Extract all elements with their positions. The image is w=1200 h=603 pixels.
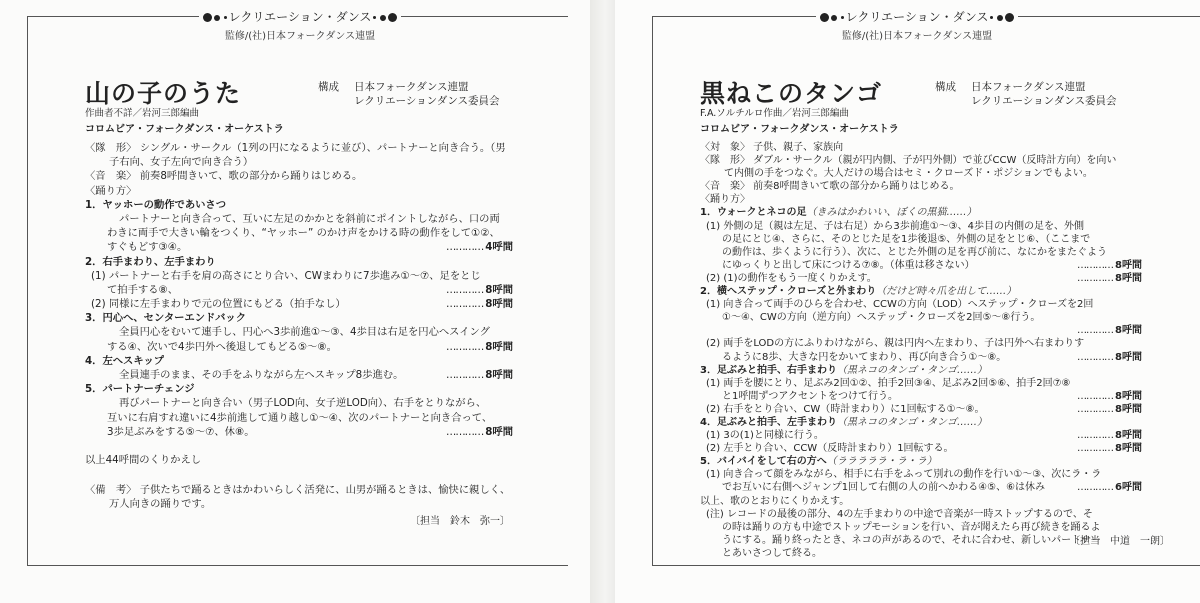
line-text: する④、次いで4歩円外へ後退してもどる⑤〜⑧。 (107, 340, 337, 353)
dance-title: 山の子のうた (85, 79, 242, 108)
instruction-line (700, 193, 1142, 206)
lyric-note: （だけど時々爪を出して……） (876, 286, 1017, 298)
line-text: の動作は、歩くように行う）、次に、とじた外側の足を再び前に、なにかをまたぐよう (722, 246, 1107, 258)
supervisor-credit: 監修/(社)日本フォークダンス連盟 (224, 31, 376, 42)
line-text: (2) 左手とり合い、CCW（反時計まわり）1回転する。 (706, 443, 954, 455)
spacer (403, 368, 440, 382)
left-page (0, 0, 590, 603)
beat-count (440, 297, 513, 311)
step-heading (700, 206, 1142, 219)
line-text: 〈隊 形〉 ダブル・サークル（親が円内側、子が円外側）で並びCCW（反時計方向）を向い (700, 155, 1117, 167)
instruction-line (700, 311, 1142, 324)
beat-count-value: 8呼間 (1115, 259, 1142, 271)
bullet-icon (224, 16, 227, 19)
instruction-line (85, 297, 513, 311)
leader-dots: ………… (1077, 325, 1114, 337)
line-text: でお互いに右側へジャンプ1回して右側の人の前へかわる④⑤、⑥は休み (722, 482, 1046, 494)
instruction-line (700, 351, 1142, 364)
instruction-line (85, 325, 513, 339)
beat-count (1071, 324, 1142, 337)
lyric-note: （きみはかわいい、ぼくの黒猫……） (806, 207, 977, 219)
instructions (700, 141, 1142, 560)
bullet-icon (831, 15, 837, 21)
composer: 作曲者不詳／岩河三郎編曲 (85, 108, 200, 119)
beat-count-value: 8呼間 (1115, 351, 1142, 363)
series-header (787, 6, 1047, 42)
beat-count-value: 8呼間 (1115, 390, 1142, 402)
instruction-line (700, 481, 1142, 494)
line-text (700, 416, 987, 429)
instruction-line (700, 377, 1142, 390)
spacer (346, 297, 440, 311)
step-heading (85, 198, 513, 212)
step-title: 1．ウォークとネコの足 (700, 207, 807, 219)
beat-count (1071, 481, 1142, 494)
leader-dots: ………… (446, 283, 484, 296)
beat-count (440, 340, 513, 354)
line-text: と1呼間ずつアクセントをつけて行う。 (722, 390, 899, 402)
dance-title: 黒ねこのタンゴ (700, 79, 883, 108)
line-text: にゆっくりと出して床につける⑦⑧。（体重は移さない） (722, 259, 975, 271)
line-text: とあいさつして終る。 (722, 547, 822, 559)
instruction-line (700, 403, 1142, 416)
instruction-line (85, 155, 513, 169)
beat-count-value: 8呼間 (485, 340, 513, 353)
instruction-line (700, 233, 1142, 246)
line-text: の足にとじ④、さらに、そのとじた足を1歩後退⑤、外側の足をとじ⑥、（ここまで (722, 233, 1091, 245)
leader-dots: ………… (1077, 430, 1114, 442)
bullet-icon (997, 15, 1003, 21)
instruction-line (700, 220, 1142, 233)
line-text: 以上、歌のとおりにくりかえす。 (700, 495, 850, 507)
line-text: 互いに右肩すれ違いに4歩前進して通り越し①〜④、次のパートナーと向き合って、 (107, 411, 493, 424)
compose-org: 日本フォークダンス連盟 (354, 81, 469, 93)
leader-dots: ………… (446, 340, 484, 353)
bullet-icon (373, 16, 376, 19)
instruction-line (700, 180, 1142, 193)
beat-count-value: 8呼間 (485, 369, 513, 381)
instruction-line (85, 283, 513, 297)
instruction-line (85, 240, 513, 254)
line-text (700, 455, 937, 468)
beat-count (1071, 429, 1142, 442)
line-text: わきに両手で大きい輪をつくり、“ヤッホー” のかけ声をかける時の動作をして①②、 (107, 227, 500, 240)
beat-count-value: 8呼間 (485, 298, 513, 311)
line-text: 以上44呼間のくりかえし (85, 453, 202, 466)
line-text (700, 364, 987, 377)
spacer (1006, 351, 1071, 364)
line-text: 〈備 考〉 子供たちで踊るときはかわいらしく活発に、山男が踊るときは、愉快に親しく、 (85, 484, 511, 497)
step-title: 3．足ぶみと拍手、右手まわり (700, 364, 837, 376)
line-text: (1) 向き合って顔をみながら、相手に右手をふって別れの動作を行い①〜③、次にラ・ラ (706, 469, 1102, 481)
beat-count (1071, 390, 1142, 403)
beat-count (1071, 442, 1142, 455)
line-text: の時は踊りの方も中途でストップモーションを行い、音が聞えたら再び続きを踊るよ (722, 521, 1101, 533)
line-text: ①〜④、CWの方向（逆方向）へステップ・クローズを2回⑤〜⑧行う。 (722, 312, 1041, 324)
step-heading (700, 364, 1142, 377)
line-text: 全員連手のまま、その手をふりながら左へスキップ8歩進む。 (119, 369, 404, 381)
bullet-icon (841, 16, 844, 19)
music-credits (85, 106, 284, 138)
instruction-line (85, 184, 513, 198)
line-text: (2) 両手をLODの方にふりわけながら、親は円内へ左まわり、子は円外へ右まわりす (706, 338, 1085, 350)
line-text: (1) 両手を腰にとり、足ぶみ2回①②、拍手2回③④、足ぶみ2回⑤⑥、拍手2回⑦⑧ (706, 377, 1071, 389)
instruction-line (700, 167, 1142, 180)
line-text: (2) (1)の動作をもう一度くりかえす。 (706, 272, 877, 284)
instruction-line (85, 169, 513, 183)
beat-count (440, 283, 513, 297)
instruction-line (85, 396, 513, 410)
spacer (1045, 481, 1071, 494)
line-text (85, 198, 226, 212)
line-text: すぐもどす③④。 (107, 241, 188, 254)
series-banner (816, 8, 1019, 25)
step-heading (700, 416, 1142, 429)
instruction-line (700, 337, 1142, 350)
line-text (700, 206, 977, 219)
beat-count-value: 8呼間 (485, 283, 513, 296)
beat-count-value: 8呼間 (1115, 272, 1142, 284)
instruction-line (700, 390, 1142, 403)
line-text: パートナーと向き合って、互いに左足のかかとを斜前にポイントしながら、口の両 (119, 212, 500, 225)
line-text: (注) レコードの最後の部分、4の左手まわりの中途で音楽が一時ストップするので、そ (706, 508, 1093, 520)
spacer (877, 272, 1071, 285)
spacer (178, 283, 440, 297)
instruction-line (700, 298, 1142, 311)
orchestra: コロムビア・フォークダンス・オーケストラ (700, 124, 899, 135)
beat-count (1071, 272, 1142, 285)
book-gutter (590, 0, 615, 603)
step-heading (700, 285, 1142, 298)
leader-dots: ………… (1077, 482, 1114, 494)
beat-count (1071, 403, 1142, 416)
instruction-line (700, 272, 1142, 285)
instruction-line (700, 259, 1142, 272)
step-title: 4．左へスキップ (85, 354, 165, 367)
line-text: るように8歩、大きな円をかいてまわり、再び向き合う①〜⑧。 (722, 351, 1007, 363)
beat-count-value: 8呼間 (485, 425, 513, 438)
line-text: うにする。踊り終ったとき、ネコの声があるので、それに合わせ、新しいパートナー (722, 534, 1102, 546)
instruction-line (85, 340, 513, 354)
instruction-line (700, 442, 1142, 455)
beat-count (440, 425, 513, 439)
line-text: 〈踊り方〉 (700, 194, 750, 206)
instruction-line (700, 141, 1142, 154)
compose-label: 構成 (935, 81, 956, 93)
instruction-line (85, 212, 513, 226)
leader-dots: ………… (1077, 259, 1114, 271)
instruction-line (700, 154, 1142, 167)
beat-count (440, 240, 513, 254)
step-title: 5．バイバイをして右の方へ (700, 456, 827, 468)
line-text: 子右向、女子左向で向き合う） (109, 156, 254, 169)
leader-dots: ………… (1077, 403, 1114, 415)
series-title: レクリエーション・ダンス (845, 10, 989, 24)
series-header (170, 6, 430, 42)
instruction-line (85, 425, 513, 439)
bullet-icon (820, 13, 829, 22)
leader-dots: ………… (446, 241, 484, 254)
line-text: (1) パートナーと右手を肩の高さにとり合い、CWまわりに7歩進み①〜⑦、足をとじ (91, 269, 481, 282)
instruction-line (700, 246, 1142, 259)
beat-count (440, 368, 513, 382)
spacer (954, 442, 1071, 455)
composition-credit (935, 80, 1117, 108)
beat-count-value: 8呼間 (1115, 430, 1142, 442)
step-heading (85, 382, 513, 396)
step-heading (85, 311, 513, 325)
spacer (722, 324, 1071, 337)
beat-count-value: 8呼間 (1115, 403, 1142, 415)
compose-committee: レクリエーションダンス委員会 (354, 95, 500, 107)
line-text: (2) 右手をとり合い、CW（時計まわり）に1回転する①〜⑧。 (706, 403, 985, 415)
instructions (85, 141, 513, 512)
supervisor-credit: 監修/(社)日本フォークダンス連盟 (841, 31, 993, 42)
spacer (985, 403, 1072, 416)
line-text: て拍手する⑧、 (107, 283, 179, 296)
music-credits (700, 106, 899, 138)
spacer (337, 340, 440, 354)
line-text: 〈隊 形〉 シングル・サークル（1列の円になるように並び）、パートナーと向き合う。（男 (85, 142, 506, 154)
bullet-icon (203, 13, 212, 22)
step-title: 4．足ぶみと拍手、左手まわり (700, 416, 837, 428)
beat-count-value: 6呼間 (1115, 482, 1142, 494)
line-text: 〈音 楽〉 前奏8呼間きいて、歌の部分から踊りはじめる。 (85, 170, 363, 183)
instruction-line (700, 508, 1142, 521)
line-text (85, 354, 164, 368)
author-signature: 〔担当 中道 一朗〕 (1070, 536, 1170, 547)
leader-dots: ………… (446, 425, 484, 438)
beat-count-value: 8呼間 (1115, 325, 1142, 337)
beat-count-value: 4呼間 (485, 241, 513, 254)
bullet-icon (990, 16, 993, 19)
line-text: (1) 3の(1)と同様に行う。 (706, 430, 824, 442)
orchestra: コロムビア・フォークダンス・オーケストラ (85, 124, 284, 135)
instruction-line (700, 468, 1142, 481)
leader-dots: ………… (446, 369, 484, 381)
step-heading (85, 255, 513, 269)
step-heading (700, 455, 1142, 468)
leader-dots: ………… (1077, 443, 1114, 455)
line-text: 〈対 象〉 子供、親子、家族向 (700, 142, 844, 153)
instruction-line (700, 547, 1142, 560)
beat-count (1071, 259, 1142, 272)
line-text: 再びパートナーと向き合い（男子LOD向、女子逆LOD向）、右手をとりながら、 (119, 397, 487, 410)
leader-dots: ………… (1077, 272, 1114, 284)
line-text: 全員円心をむいて連手し、円心へ3歩前進①〜③、4歩目は右足を円心へスイング (119, 326, 490, 339)
line-text: 万人向きの踊りです。 (109, 498, 212, 511)
step-heading (85, 354, 513, 368)
line-text (85, 311, 246, 325)
line-text: 〈音 楽〉 前奏8呼間きいて歌の部分から踊りはじめる。 (700, 181, 960, 193)
composer: F.A.ソルチルロ作曲／岩河三郎編曲 (700, 108, 849, 119)
spacer (255, 425, 441, 439)
leader-dots: ………… (1077, 390, 1114, 402)
bullet-icon (214, 15, 220, 21)
compose-org: 日本フォークダンス連盟 (971, 81, 1086, 93)
leader-dots: ………… (1077, 351, 1114, 363)
bullet-icon (380, 15, 386, 21)
line-text: (1) 外側の足（親は左足、子は右足）から3歩前進①〜③、4歩目の内側の足を、外側 (706, 220, 1084, 232)
lyric-note: （黒ネコのタンゴ・タンゴ……） (836, 364, 987, 376)
instruction-line (85, 269, 513, 283)
step-title: 1．ヤッホーの動作であいさつ (85, 198, 227, 211)
line-text: 3歩足ぶみをする⑤〜⑦、休⑧。 (107, 425, 255, 438)
right-page (615, 0, 1200, 603)
beat-count (1071, 351, 1142, 364)
step-title: 3．円心へ、センターエンドバック (85, 312, 246, 325)
instruction-line (85, 483, 513, 497)
line-text (85, 382, 195, 396)
spacer (975, 259, 1071, 272)
step-title: 2．右手まわり、左手まわり (85, 255, 216, 268)
series-banner (199, 8, 402, 25)
step-title: 5．パートナーチェンジ (85, 383, 195, 396)
instruction-line (700, 495, 1142, 508)
spacer (824, 429, 1071, 442)
beat-count-value: 8呼間 (1115, 443, 1142, 455)
lyric-note: （黒ネコのタンゴ・タンゴ……） (836, 416, 987, 428)
line-text (85, 255, 216, 269)
composition-credit (318, 80, 500, 108)
instruction-line (85, 368, 513, 382)
instruction-line (700, 429, 1142, 442)
instruction-line (85, 141, 513, 155)
author-signature: 〔担当 鈴木 弥一〕 (410, 516, 510, 527)
compose-committee: レクリエーションダンス委員会 (971, 95, 1117, 107)
compose-label: 構成 (318, 81, 339, 93)
spacer (898, 390, 1071, 403)
line-text: (2) 同様に左手まわりで元の位置にもどる（拍手なし） (91, 298, 346, 311)
instruction-line (85, 226, 513, 240)
bullet-icon (388, 13, 397, 22)
instruction-line (700, 324, 1142, 337)
line-text: て内側の手をつなぐ。大人だけの場合はセミ・クローズド・ポジションでもよい。 (724, 168, 1093, 180)
instruction-line (85, 453, 513, 467)
line-text: 〈踊り方〉 (85, 184, 137, 197)
instruction-line (85, 497, 513, 511)
instruction-line (85, 411, 513, 425)
lyric-note: （ラララララ・ラ・ラ） (826, 456, 937, 468)
spacer (187, 240, 440, 254)
line-text: (1) 向き合って両手のひらを合わせ、CCWの方向（LOD）へステップ・クローズを2回 (706, 299, 1094, 311)
leader-dots: ………… (446, 298, 484, 311)
series-title: レクリエーション・ダンス (228, 10, 372, 24)
bullet-icon (1005, 13, 1014, 22)
step-title: 2．横へステップ・クローズと外まわり (700, 286, 877, 298)
line-text (700, 285, 1016, 298)
